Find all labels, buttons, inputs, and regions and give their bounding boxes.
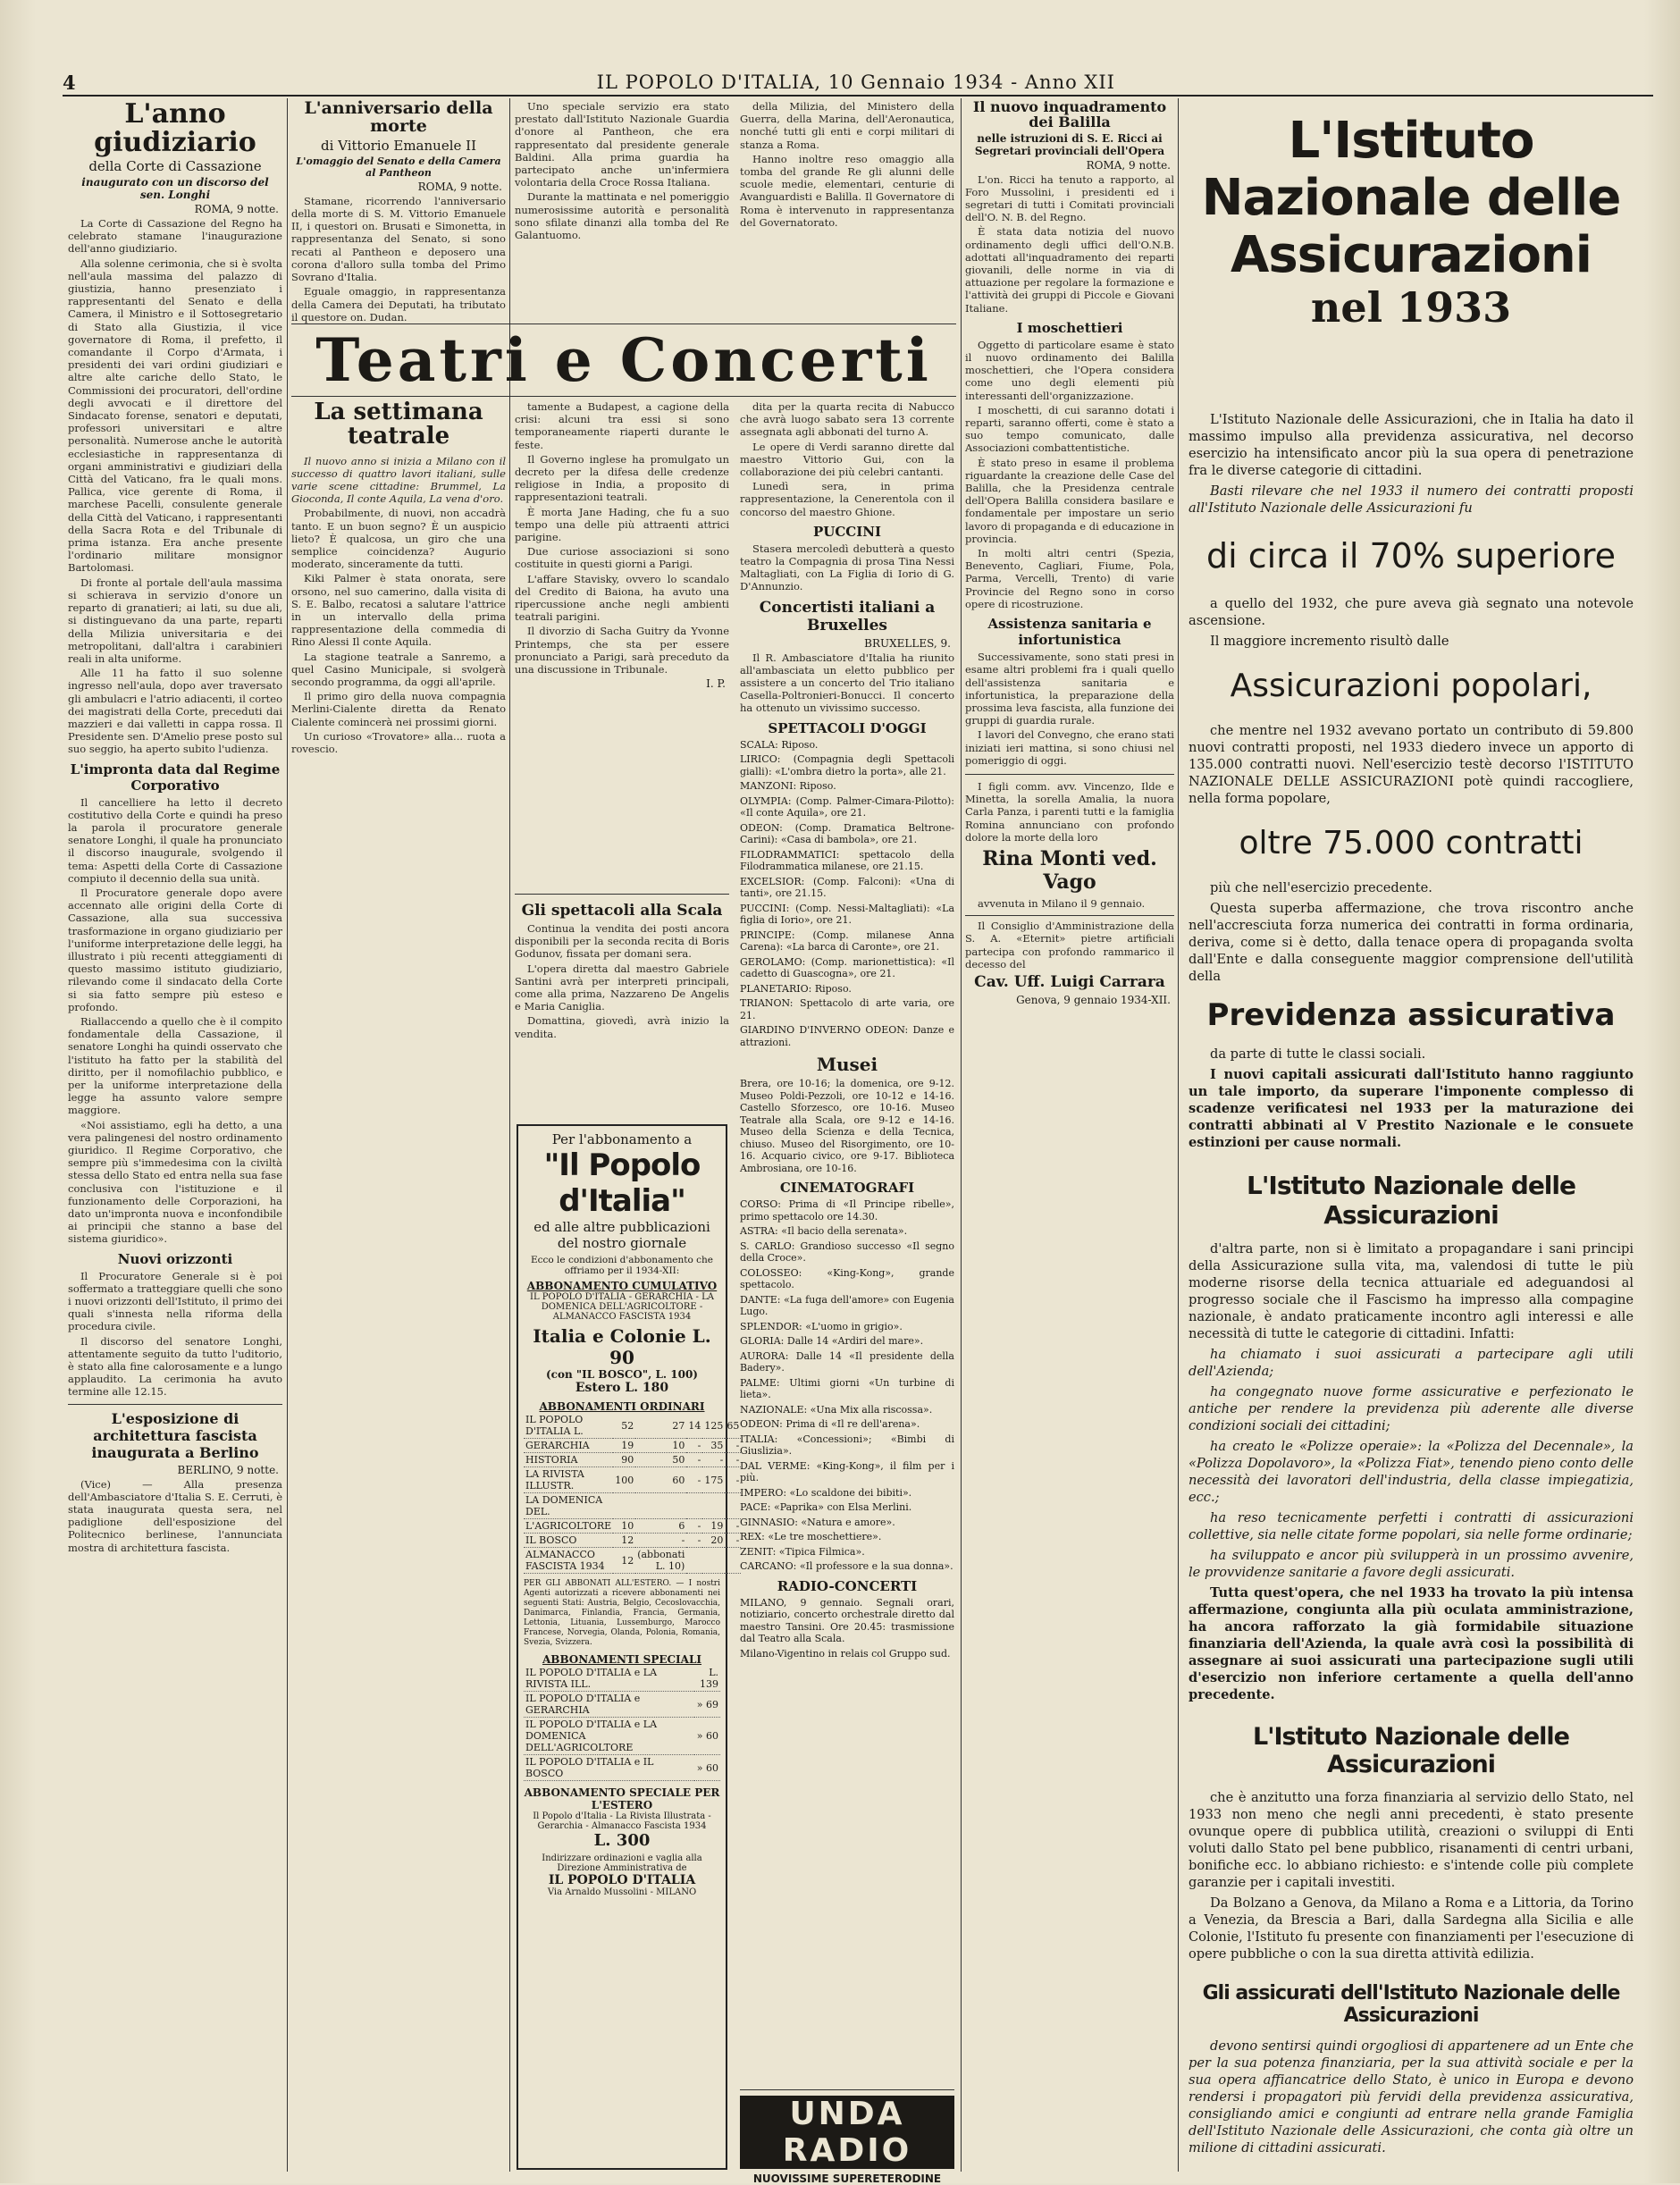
paragraph: Le opere di Verdi saranno dirette dal maestro Vittorio Gui, con la collaborazione dei più celebri cantanti.	[740, 440, 954, 479]
ad-price: Estero L. 180	[575, 1381, 669, 1395]
ad-highlight: Assicurazioni popolari,	[1230, 668, 1592, 704]
paragraph: È stata data notizia del nuovo ordinamento degli uffici dell'O.N.B. adottati all'inquadramento dei reparti giovanili, delle norme in via di attuazione per regolare la formazione e l'attività dei gruppi di Piccole e Giovani Italiane.	[965, 225, 1174, 315]
article-anno-giudiziario	[68, 100, 282, 2172]
table-cell	[702, 1548, 725, 1574]
table-cell: -	[686, 1519, 702, 1534]
list-item: GEROLAMO: (Comp. marionettistica): «Il cadetto di Guascogna», ore 21.	[740, 955, 954, 980]
section-title: Assistenza sanitaria e infortunistica	[987, 616, 1152, 649]
table-cell: -	[702, 1453, 725, 1467]
list-item: PUCCINI: (Comp. Nessi-Maltagliati): «La figlia di Iorio», ore 21.	[740, 902, 954, 927]
list-item: OLYMPIA: (Comp. Palmer-Cimara-Pilotto): «Il conte Aquila», ore 21.	[740, 794, 954, 819]
table-cell: IL POPOLO D'ITALIA L.	[524, 1413, 613, 1439]
paragraph: È morta Jane Hading, che fu a suo tempo una delle più attraenti attrici parigine.	[515, 505, 729, 544]
section-title: Concertisti italiani a Bruxelles	[759, 598, 936, 634]
column-rule	[509, 98, 510, 2172]
list-item: PALME: Ultimi giorni «Un turbine di lieta».	[740, 1376, 954, 1401]
table-cell: -	[725, 1519, 741, 1534]
section-title: CINEMATOGRAFI	[779, 1180, 915, 1197]
ad-section-title: ABBONAMENTO SPECIALE PER L'ESTERO	[524, 1786, 720, 1811]
list-item: DAL VERME: «King-Kong», il film per i più.	[740, 1459, 954, 1484]
list-item: ODEON: (Comp. Dramatica Beltrone-Carini): «Casa di bambola», ore 21.	[740, 821, 954, 846]
table-cell: 90	[613, 1453, 635, 1467]
ad-year: nel 1933	[1310, 283, 1512, 332]
table-cell: 19	[702, 1519, 725, 1534]
table-cell: -	[725, 1439, 741, 1453]
ad-conditions: Ecco le condizioni d'abbonamento che offriamo per il 1934-XII:	[530, 1255, 714, 1276]
list-item: LIRICO: (Compagnia degli Spettacoli gialli): «L'ombra dietro la porta», alle 21.	[740, 753, 954, 777]
paragraph: tamente a Budapest, a cagione della crisi: alcuni tra essi si sono temporaneamente riaperti durante le feste.	[515, 400, 729, 451]
list-item: CORSO: Prima di «Il Principe ribelle», primo spettacolo ore 14.30.	[740, 1198, 954, 1223]
ad-subtitle: L'Istituto Nazionale delle Assicurazioni	[1246, 1171, 1575, 1230]
section-title: SPETTACOLI D'OGGI	[768, 719, 927, 736]
ad-text: Il Popolo d'Italia - La Rivista Illustrata - Gerarchia - Almanacco Fascista 1934	[533, 1811, 711, 1831]
list-item: TRIANON: Spettacolo di arte varia, ore 21.	[740, 997, 954, 1021]
paragraph: È stato preso in esame il problema riguardante la creazione delle Case del Balilla, che la Presidenza centrale dell'Opera Balilla considera basilare e fondamentale per impostare un serio lavoro di propaganda e di educazione in provincia.	[965, 456, 1174, 545]
ad-paragraph: più che nell'esercizio precedente.	[1210, 880, 1432, 895]
paragraph: Domattina, giovedì, avrà inizio la vendita.	[515, 1014, 729, 1040]
table-cell	[725, 1548, 741, 1574]
list-item: NAZIONALE: «Una Mix alla riscossa».	[740, 1403, 933, 1416]
ad-text: Indirizzare ordinazioni e vaglia alla Direzione Amministrativa de	[542, 1853, 702, 1873]
list-item: IMPERO: «Lo scaldone dei bibiti».	[740, 1486, 912, 1499]
speciali-table	[524, 1666, 720, 1781]
table-cell: -	[686, 1467, 702, 1493]
paragraph: La stagione teatrale a Sanremo, a quel Casino Municipale, si svolgerà secondo programma, da oggi all'aprile.	[291, 650, 506, 689]
subhead: della Corte di Cassazione	[88, 158, 262, 174]
ad-list-item: ha creato le «Polizze operaie»: la «Polizza del Decennale», la «Polizza Dopolavoro», la «Polizza Fiat», tenendo pieno conto delle necessità dei lavoratori dell'industria, della classe impiegatizia, ecc.;	[1189, 1439, 1634, 1505]
table-cell: HISTORIA	[524, 1453, 613, 1467]
table-row	[524, 1692, 720, 1718]
section-title: L'esposizione di architettura fascista inaugurata a Berlino	[91, 1409, 259, 1461]
article-anniversario	[291, 98, 506, 324]
table-cell: L. 139	[694, 1666, 720, 1692]
table-cell: IL BOSCO	[524, 1534, 613, 1548]
table-cell: LA DOMENICA DEL.	[524, 1493, 613, 1519]
table-cell: » 60	[694, 1755, 720, 1781]
ad-list-item: ha sviluppato e ancor più svilupperà in un prossimo avvenire, le provvidenze sanitarie a favore degli assicurati.	[1189, 1548, 1634, 1580]
table-cell: » 60	[694, 1718, 720, 1755]
list-item: ODEON: Prima di «Il re dell'arena».	[740, 1418, 920, 1431]
dateline: ROMA, 9 notte.	[1086, 158, 1171, 172]
page-number: 4	[63, 71, 77, 94]
death-notices	[965, 774, 1174, 1006]
list-item: GIARDINO D'INVERNO ODEON: Danze e attrazioni.	[740, 1024, 954, 1048]
paragraph: Il cancelliere ha letto il decreto costitutivo della Corte e quindi ha preso la parola il procuratore generale senatore Longhi, il quale ha pronunciato il discorso inaugurale, svolgendo il tema: Aspetti della Corte di Cassazione compiuto il decennio della sua unità.	[68, 795, 282, 885]
paragraph: Il divorzio di Sacha Guitry da Yvonne Printemps, che sta per essere pronunciato a Parigi, sarà preceduto da una discussione in Tribunale.	[515, 625, 729, 677]
masthead	[63, 70, 1653, 97]
ad-list-item: ha chiamato i suoi assicurati a partecipare agli utili dell'Azienda;	[1189, 1347, 1634, 1379]
signature: I. P.	[706, 677, 726, 691]
ad-list-item: ha congegnato nuove forme assicurative e perfezionato le antiche per rendere la previdenza più aderente alle diverse condizioni sociali dei cittadini;	[1189, 1384, 1634, 1433]
paragraph: Kiki Palmer è stata onorata, sere orsono, nel suo camerino, dalla visita di S. E. Balbo, recatosi a salutare l'attrice in un intervallo della prima rappresentazione della commedia di Rino Alessi Il conte Aquila.	[291, 572, 506, 649]
ad-paragraph: Da Bolzano a Genova, da Milano a Roma e a Littoria, da Torino a Venezia, da Brescia a Bari, dalla Sardegna alla Sicilia e alle Colonie, l'Istituto fu presente con finanziamenti per l'esecuzione di opere pubbliche o con la sua diretta attività edilizia.	[1189, 1895, 1634, 1962]
section-title: RADIO-CONCERTI	[777, 1577, 918, 1594]
notice-name: Rina Monti ved. Vago	[982, 846, 1157, 894]
table-cell: 125	[702, 1413, 725, 1439]
ad-highlight: di circa il 70% superiore	[1206, 536, 1616, 576]
list-item: MILANO, 9 gennaio. Segnali orari, notiziario, concerto orchestrale diretto dal maestro Tansini. Ore 20.45: trasmissione dal Teatro alla Scala.	[740, 1596, 954, 1645]
ad-paragraph: devono sentirsi quindi orgogliosi di appartenere ad un Ente che per la sua potenza finanziaria, per la sua attività sociale e per la sua opera affiancatrice dello Stato, è unico in Europa e devono rendersi i propagatori più fervidi della previdenza assicurativa, consigliando amici e congiunti ad entrare nella grande Famiglia dell'Istituto Nazionale delle Assicurazioni, che conta già oltre un milione di cittadini assicurati.	[1189, 2038, 1634, 2156]
table-cell: -	[686, 1439, 702, 1453]
paragraph: Lunedì sera, in prima rappresentazione, la Cenerentola con il concorso del maestro Ghione.	[740, 480, 954, 518]
paragraph: della Milizia, del Ministero della Guerra, della Marina, dell'Aeronautica, nonché tutti gli enti e corpi militari di stanza a Roma.	[740, 100, 954, 151]
table-row	[524, 1666, 720, 1692]
ad-section-title: ABBONAMENTI ORDINARI	[539, 1400, 705, 1413]
paragraph: Successivamente, sono stati presi in esame altri problemi fra i quali quello dell'assistenza sanitaria e infortunistica, la preparazione della prossima leva fascista, alla funzione dei gruppi di guardia rurale.	[965, 651, 1174, 727]
ad-paragraph: Basti rilevare che nel 1933 il numero dei contratti proposti all'Istituto Nazionale delle Assicurazioni fu	[1189, 483, 1634, 516]
table-cell: 27	[635, 1413, 686, 1439]
dateline: BRUXELLES, 9.	[864, 636, 951, 650]
article-balilla	[965, 100, 1174, 2172]
list-item: SCALA: Riposo.	[740, 738, 819, 751]
section-title: Gli spettacoli alla Scala	[521, 902, 723, 920]
ad-title: L'Istituto Nazionale delle Assicurazioni	[1201, 112, 1621, 284]
paragraph: Probabilmente, di nuovi, non accadrà tanto. E un buon segno? È un auspicio lieto? È qualcosa, un giro che una semplice coincidenza? Augurio moderato, sinceramente da tutti.	[291, 507, 506, 571]
unda-radio-ad	[740, 2089, 954, 2185]
listings-column	[740, 400, 954, 2170]
dateline: ROMA, 9 notte.	[417, 180, 502, 193]
section-title: L'impronta data dal Regime Corporativo	[70, 761, 281, 794]
table-cell: IL POPOLO D'ITALIA e IL BOSCO	[524, 1755, 694, 1781]
table-row	[524, 1519, 741, 1534]
list-item: Milano-Vigentino in relais col Gruppo sud.	[740, 1647, 951, 1660]
table-cell: -	[686, 1453, 702, 1467]
scala-box	[515, 894, 729, 1118]
ad-section-title: ABBONAMENTO CUMULATIVO	[526, 1280, 718, 1292]
paragraph: «Noi assistiamo, egli ha detto, a una vera palingenesi del nostro ordinamento giuridico. Il Regime Corporativo, che sempre più s'immedesima con la civiltà stessa dello Stato ed entra nella sua fase conclusiva con l'istituzione e il funzionamento delle Corporazioni, ha dato un'impronta nuova e inconfondibile ai principii che stanno a base del sistema giuridico».	[68, 1118, 282, 1246]
list-item: ASTRA: «Il bacio della serenata».	[740, 1225, 908, 1238]
table-cell: 50	[635, 1453, 686, 1467]
headline: La settimana teatrale	[314, 399, 483, 450]
paragraph: Hanno inoltre reso omaggio alla tomba del grande Re gli alunni delle scuole medie, elementari, centurie di Avanguardisti e Balilla. Il Governatore di Roma è intervenuto in rappresentanza del Governatorato.	[740, 152, 954, 229]
ad-price: (con "IL BOSCO", L. 100)	[546, 1368, 698, 1381]
ina-items	[1189, 1346, 1634, 1581]
table-cell: 65	[725, 1413, 741, 1439]
table-cell: 10	[613, 1519, 635, 1534]
ad-paragraph: d'altra parte, non si è limitato a propagandare i sani principi della Assicurazione sulla vita, ma, valendosi di tutte le più moderne risorse della tecnica attuariale ed adeguandosi al progresso sociale che il Fascismo ha impresso alla compagine nazionale, è andato praticamente incontro agli interessi e alle necessità di tutte le categorie di cittadini. Infatti:	[1189, 1241, 1634, 1341]
table-cell	[635, 1493, 686, 1519]
table-row	[524, 1755, 720, 1781]
table-row	[524, 1534, 741, 1548]
table-cell: (abbonati L. 10)	[637, 1549, 685, 1572]
paragraph: L'on. Ricci ha tenuto a rapporto, al Foro Mussolini, i presidenti ed i segretari di tutti i Comitati provinciali dell'O. N. B. del Regno.	[965, 172, 1174, 224]
ad-brand: UNDA RADIO	[740, 2096, 954, 2169]
dateline: BERLINO, 9 notte.	[177, 1463, 279, 1476]
table-cell: 12	[613, 1548, 635, 1574]
table-cell: IL POPOLO D'ITALIA e LA RIVISTA ILL.	[524, 1666, 694, 1692]
paragraph: Due curiose associazioni si sono costituite in questi giorni a Parigi.	[515, 545, 729, 571]
table-cell: 6	[635, 1519, 686, 1534]
table-cell: -	[725, 1534, 741, 1548]
column-rule	[287, 98, 288, 2172]
paragraph: Riallaccendo a quello che è il compito fondamentale della Cassazione, il senatore Longhi ha quindi osservato che l'istituto ha fatto per la stabilità del diritto, per il nomofilachio pubblico, e per la uniforme interpretazione della legge ha assunto valore sempre maggiore.	[68, 1014, 282, 1117]
list-item: REX: «Le tre moschettiere».	[740, 1531, 882, 1543]
ad-text: IL POPOLO D'ITALIA - GERARCHIA - LA DOMENICA DELL'AGRICOLTORE - ALMANACCO FASCISTA 1934	[530, 1292, 714, 1322]
list-item: AURORA: Dalle 14 «Il presidente della Badery».	[740, 1349, 954, 1374]
table-row	[524, 1413, 741, 1439]
headline: L'anniversario della morte	[304, 98, 493, 136]
masthead-title: IL POPOLO D'ITALIA, 10 Gennaio 1934 - Anno XII	[596, 71, 1115, 93]
list-item: PACE: «Paprika» con Elsa Merlini.	[740, 1501, 912, 1514]
paragraph: Il Procuratore Generale si è poi soffermato a tratteggiare quelli che sono i nuovi orizzonti dell'Istituto, il primo dei quali s'innesta nella riforma della procedura civile.	[68, 1269, 282, 1333]
paragraph: Di fronte al portale dell'aula massima si schierava in servizio d'onore un reparto di granatieri; ai lati, su due ali, si distinguevano da una parte, reparti della Milizia universitaria e dei metropolitani, dall'altra i carabinieri reali in alta uniforme.	[68, 576, 282, 665]
ad-highlight: oltre 75.000 contratti	[1239, 825, 1583, 861]
list-item: COLOSSEO: «King-Kong», grande spettacolo.	[740, 1266, 954, 1291]
ad-text: PER GLI ABBONATI ALL'ESTERO. — I nostri Agenti autorizzati a ricevere abbonamenti nei seguenti Stati: Austria, Belgio, Cecoslovacchia, Danimarca, Finlandia, Francia, Germania, Lettonia, Lituania, Lussemburgo, Marocco Francese, Norvegia, Olanda, Polonia, Romania, Svezia, Svizzera.	[524, 1579, 720, 1647]
table-row	[524, 1453, 741, 1467]
abbonamento-box	[517, 1124, 740, 2170]
list-item: GINNASIO: «Natura e amore».	[740, 1516, 895, 1528]
ad-section-title: ABBONAMENTI SPECIALI	[542, 1653, 702, 1666]
list-item: ITALIA: «Concessioni»; «Bimbi di Giuslizia».	[740, 1433, 954, 1458]
list-item: Brera, ore 10-16; la domenica, ore 9-12. Museo Poldi-Pezzoli, ore 10-12 e 14-16. Castello Sforzesco, ore 10-16. Museo Teatrale alla Scala, ore 9-12 e 14-16. Museo della Scienza e della Tecnica, chiuso. Museo del Risorgimento, ore 10-16. Acquario civico, ore 9-17. Biblioteca Ambrosiana, ore 10-16.	[740, 1078, 954, 1174]
table-cell: 175	[702, 1467, 725, 1493]
dateline: ROMA, 9 notte.	[194, 203, 279, 215]
notice-name: Cav. Uff. Luigi Carrara	[974, 972, 1165, 991]
article-continuation	[515, 100, 729, 319]
table-cell	[686, 1548, 702, 1574]
paragraph: Il R. Ambasciatore d'Italia ha riunito all'ambasciata un eletto pubblico per assistere a un concerto del Trio italiano Casella-Poltronieri-Bonucci. Il concerto ha ottenuto un vivissimo successo.	[740, 651, 954, 715]
table-cell	[702, 1493, 725, 1519]
table-cell: 12	[613, 1534, 635, 1548]
table-cell: 20	[702, 1534, 725, 1548]
paragraph: Uno speciale servizio era stato prestato dall'Istituto Nazionale Guardia d'onore al Pantheon, che era rappresentato dal presidente generale Baldini. Alla prima guardia ha partecipato anche un'infermiera volontaria della Croce Rossa Italiana.	[515, 100, 729, 189]
ad-paragraph: da parte di tutte le classi sociali.	[1210, 1046, 1426, 1062]
table-cell: 52	[613, 1413, 635, 1439]
kicker: L'omaggio del Senato e della Camera al Pantheon	[296, 155, 501, 179]
ad-paragraph: Tutta quest'opera, che nel 1933 ha trovato la più intensa affermazione, congiunta alla più oculata amministrazione, ha ancora rafforzato la già formidabile situazione finanziaria dell'Azienda, la quale avrà così la possibilità di assegnare ai suoi assicurati una partecipazione sugli utili d'esercizio non inferiore certamente a quella dell'anno precedente.	[1189, 1585, 1634, 1702]
cinema-list	[740, 1198, 954, 1573]
table-cell: -	[635, 1534, 686, 1548]
paragraph: Il nuovo anno si inizia a Milano con il successo di quattro lavori italiani, sulle varie scene cittadine: Brummel, La Gioconda, Il conte Aquila, La vena d'oro.	[291, 454, 506, 506]
paragraph: I lavori del Convegno, che erano stati iniziati ieri mattina, si sono chiusi nel pomeriggio di oggi.	[965, 728, 1174, 767]
table-cell: IL POPOLO D'ITALIA e LA DOMENICA DELL'AGRICOLTORE	[524, 1718, 694, 1755]
paragraph: (Vice) — Alla presenza dell'Ambasciatore d'Italia S. E. Cerruti, è stata inaugurata questa sera, nel padiglione dell'esposizione del Politecnico berlinese, l'annunciata mostra di architettura fascista.	[68, 1477, 282, 1554]
section-title: PUCCINI	[813, 523, 881, 540]
paragraph: dita per la quarta recita di Nabucco che avrà luogo sabato sera 13 corrente assegnata agli abbonati del turno A.	[740, 400, 954, 439]
table-row	[524, 1548, 741, 1574]
ad-paragraph: Questa superba affermazione, che trova riscontro anche nell'accresciuta forza numerica dei contratti in forma ordinaria, deriva, come si è detto, dalla tenace opera di propaganda svolta dall'Ente e dalla conseguente maggior comprensione dell'utilità della	[1189, 901, 1634, 984]
kicker: inaugurato con un discorso del sen. Longhi	[81, 176, 269, 201]
paragraph: I figli comm. avv. Vincenzo, Ilde e Minetta, la sorella Amalia, la nuora Carla Panza, i parenti tutti e la famiglia Romina annunciano con profondo dolore la morte della loro	[965, 779, 1174, 844]
list-item: GLORIA: Dalle 14 «Ardiri del mare».	[740, 1335, 924, 1348]
paragraph: Eguale omaggio, in rappresentanza della Camera dei Deputati, ha tributato il questore on. Dudan.	[291, 285, 506, 324]
paragraph: Stasera mercoledì debutterà a questo teatro la Compagnia di prosa Tina Nessi Maltagliati, con La Figlia di Iorio di G. D'Annunzio.	[740, 542, 954, 593]
spettacoli-list	[740, 739, 954, 1049]
table-cell: LA RIVISTA ILLUSTR.	[524, 1467, 613, 1493]
paragraph: Il primo giro della nuova compagnia Merlini-Cialente diretta da Renato Cialente comincerà nei prossimi giorni.	[291, 690, 506, 728]
table-cell: 60	[635, 1467, 686, 1493]
paragraph: Alle 11 ha fatto il suo solenne ingresso nell'aula, dopo aver traversato gli ambulacri e l'atrio adiacenti, il corteo dei magistrati della Corte, preceduti dai mazzieri e dai valletti in cappa rossa. Il Presidente sen. D'Amelio prese posto sul suo seggio, ha aperto subito l'udienza.	[68, 667, 282, 756]
banner-title: Teatri e Concerti	[315, 325, 932, 395]
list-item: SPLENDOR: «L'uomo in grigio».	[740, 1320, 903, 1332]
headline: Il nuovo inquadramento dei Balilla	[972, 98, 1167, 130]
table-cell: » 69	[694, 1692, 720, 1718]
ad-subtitle: Gli assicurati dell'Istituto Nazionale delle Assicurazioni	[1202, 1982, 1620, 2027]
list-item: EXCELSIOR: (Comp. Falconi): «Una di tanti», ore 21.15.	[740, 875, 954, 900]
paragraph: Durante la mattinata e nel pomeriggio numerosissime autorità e personalità sono sfilate dinanzi alla tomba del Re Galantuomo.	[515, 190, 729, 242]
paragraph: Continua la vendita dei posti ancora disponibili per la seconda recita di Boris Godunov, fissata per domani sera.	[515, 922, 729, 961]
kicker: nelle istruzioni di S. E. Ricci ai Segretari provinciali dell'Opera	[974, 131, 1165, 157]
ad-paragraph: Il maggiore incremento risultò dalle	[1210, 634, 1449, 649]
ad-price: L. 300	[593, 1831, 651, 1850]
table-row	[524, 1467, 741, 1493]
subhead: di Vittorio Emanuele II	[321, 137, 476, 154]
list-item: MANZONI: Riposo.	[740, 780, 836, 793]
table-cell	[613, 1493, 635, 1519]
paragraph: Alla solenne cerimonia, che si è svolta nell'aula massima del palazzo di giustizia, hanno presenziato i rappresentanti del Senato e della Camera, il Ministro e il Sottosegretario di Stato alla Giustizia, il vice governatore di Roma, il prefetto, il comandante il Corpo d'Armata, i presidenti dei vari ordini giudiziari e altre alte cariche dello Stato, le Commissioni dei procuratori, dell'ordine degli avvocati e il direttore del Sindacato forense, senatori e deputati, professori universitari e altre personalità. Numerose anche le autorità ecclesiastiche in rappresentanza di organi amministrativi e giudiziari della Città del Vaticano, fra le quali mons. Pallica, vice gerente di Roma, il marchese Pacelli, consulente generale della Città del Vaticano, i rappresentanti della Sacra Rota e del Tribunale di prima istanza. Era anche presente l'ordinario militare monsignor Bartolomasi.	[68, 256, 282, 575]
list-item: S. CARLO: Grandioso successo «Il segno della Croce».	[740, 1240, 954, 1265]
ad-paragraph: che è anzitutto una forza finanziaria al servizio dello Stato, nel 1933 non meno che negli anni precedenti, è stato presente ovunque opere di pubblica utilità, creazioni o sviluppi di Enti voluti dallo Stato pel bene pubblico, risanamenti di centri urbani, bonifiche ecc. lo abbiano richiesto: e s'intende colle più complete garanzie per i capitali investiti.	[1189, 1790, 1634, 1890]
paragraph: Il Procuratore generale dopo avere accennato alle origini della Corte di Cassazione, alla sua successiva trasformazione in organo giudiziario per l'uniforme interpretazione delle leggi, ha illustrato i più recenti atteggiamenti di questo massimo istituto giudiziario, rilevando come il sindacato della Corte si sia fatto sempre più esteso e profondo.	[68, 886, 282, 1013]
ad-price: Italia e Colonie L. 90	[533, 1325, 711, 1368]
table-row	[524, 1718, 720, 1755]
list-item: PLANETARIO: Riposo.	[740, 982, 852, 995]
teatri-banner	[291, 324, 956, 397]
article-settimana-teatrale	[291, 400, 506, 2170]
list-item: DANTE: «La fuga dell'amore» con Eugenia Lugo.	[740, 1293, 954, 1318]
paragraph: L'opera diretta dal maestro Gabriele Santini avrà per interpreti principali, come alla prima, Nazzareno De Angelis e Maria Caniglia.	[515, 962, 729, 1013]
list-item: PRINCIPE: (Comp. milanese Anna Carena): «La barca di Caronte», ore 21.	[740, 929, 954, 954]
ad-highlight: Previdenza assicurativa	[1206, 997, 1616, 1033]
table-cell: ALMANACCO FASCISTA 1934	[524, 1548, 613, 1574]
ad-intro: Per l'abbonamento a	[551, 1131, 693, 1147]
ad-list-item: ha reso tecnicamente perfetti i contratti di assicurazioni collettive, sia nelle citate forme popolari, sia nelle forme ordinarie;	[1189, 1510, 1634, 1542]
table-row	[524, 1439, 741, 1453]
table-cell	[686, 1493, 702, 1519]
table-cell: IL POPOLO D'ITALIA e GERARCHIA	[524, 1692, 694, 1718]
dateline: Genova, 9 gennaio 1934-XII.	[1016, 993, 1171, 1006]
ad-tagline: NUOVISSIME SUPERETERODINE	[752, 2172, 942, 2185]
column-rule	[1178, 98, 1179, 2172]
table-row	[524, 1493, 741, 1519]
column-rule	[961, 98, 962, 2172]
article-continuation	[740, 100, 954, 319]
ad-paragraph: L'Istituto Nazionale delle Assicurazioni, che in Italia ha dato il massimo impulso alla previdenza assicurativa, nel decorso esercizio ha intensificato ancor più la sua opera di penetrazione fra le diverse categorie di cittadini.	[1189, 412, 1634, 478]
table-cell: L'AGRICOLTORE	[525, 1520, 612, 1532]
ad-subtitle: L'Istituto Nazionale delle Assicurazioni	[1253, 1723, 1569, 1778]
paragraph: In molti altri centri (Spezia, Benevento, Cagliari, Fiume, Pola, Parma, Vercelli, Trento) di varie Provincie del Regno sono in corso opere di ricostruzione.	[965, 547, 1174, 610]
paragraph: Oggetto di particolare esame è stato il nuovo ordinamento dei Balilla moschettieri, che l'Opera considera come uno degli elementi più interessanti dell'organizzazione.	[965, 338, 1174, 402]
ad-paragraph: I nuovi capitali assicurati dall'Istituto hanno raggiunto un tale importo, da superare l'imponente complesso di scadenze verificatesi nel 1933 per la maturazione dei contratti abbinati al V Prestito Nazionale e le consuete estinzioni per cause normali.	[1189, 1067, 1634, 1150]
paragraph: Il Consiglio d'Amministrazione della S. A. «Eternit» pietre artificiali partecipa con profondo rammarico il decesso del	[965, 920, 1174, 971]
ad-title: "Il Popolo d'Italia"	[543, 1147, 701, 1219]
table-cell	[725, 1493, 741, 1519]
paragraph: I moschetti, di cui saranno dotati i reparti, saranno offerti, come è stato a suo tempo comunicato, dalle Associazioni combattentistiche.	[965, 403, 1174, 455]
table-cell: 100	[613, 1467, 635, 1493]
table-cell: 10	[635, 1439, 686, 1453]
paragraph: L'affare Stavisky, ovvero lo scandalo del Credito di Baiona, ha avuto una ripercussione anche negli ambienti teatrali parigini.	[515, 572, 729, 624]
paragraph: avvenuta in Milano il 9 gennaio.	[978, 896, 1146, 910]
ad-sub: ed alle altre pubblicazioni	[533, 1219, 710, 1235]
list-item: FILODRAMMATICI: spettacolo della Filodrammatica milanese, ore 21.15.	[740, 848, 954, 873]
ad-paragraph: che mentre nel 1932 avevano portato un contributo di 59.800 nuovi contratti proposti, nel 1933 diedero invece un apporto di 135.000 contratti nuovi. Nell'esercizio testè decorso l'ISTITUTO NAZIONALE DELLE ASSICURAZIONI potè quindi raccogliere, nella forma popolare,	[1189, 723, 1634, 806]
list-item: ZENIT: «Tipica Filmica».	[740, 1545, 865, 1558]
section-title: Nuovi orizzonti	[117, 1250, 233, 1267]
article-body	[68, 217, 282, 756]
ad-paragraph: a quello del 1932, che pure aveva già segnato una notevole ascensione.	[1189, 596, 1634, 628]
ina-advertisement	[1189, 100, 1634, 2172]
section-title: Musei	[816, 1054, 878, 1076]
table-cell: -	[725, 1453, 741, 1467]
table-cell: 19	[613, 1439, 635, 1453]
ad-text: IL POPOLO D'ITALIA	[548, 1873, 696, 1887]
headline: L'anno giudiziario	[94, 98, 256, 158]
table-cell: -	[725, 1467, 741, 1493]
table-cell: 14	[686, 1413, 702, 1439]
ad-sub: del nostro giornale	[557, 1235, 687, 1251]
paragraph: Un curioso «Trovatore» alla... ruota a rovescio.	[291, 729, 506, 756]
table-cell: 35	[702, 1439, 725, 1453]
paragraph: Il Governo inglese ha promulgato un decreto per la difesa delle credenze religiose in India, a proposito di rappresentazioni teatrali.	[515, 452, 729, 504]
ad-text: Via Arnaldo Mussolini - MILANO	[547, 1887, 697, 1897]
ordinari-table	[524, 1413, 741, 1574]
list-item: CARCANO: «Il professore e la sua donna».	[740, 1560, 953, 1573]
table-cell: GERARCHIA	[524, 1439, 613, 1453]
paragraph: Il discorso del senatore Longhi, attentamente seguito da tutto l'uditorio, è stato alla fine calorosamente e a lungo applaudito. La cerimonia ha avuto termine alle 12.15.	[68, 1334, 282, 1399]
paragraph: La Corte di Cassazione del Regno ha celebrato stamane l'inaugurazione dell'anno giudiziario.	[68, 217, 282, 256]
table-cell: -	[686, 1534, 702, 1548]
section-title: I moschettieri	[1016, 319, 1123, 336]
paragraph: Stamane, ricorrendo l'anniversario della morte di S. M. Vittorio Emanuele II, i questori on. Brusati e Simonetta, in rappresentanza del Senato, si sono recati al Pantheon e deposero una corona d'alloro sulla tomba del Primo Sovrano d'Italia.	[291, 194, 506, 284]
